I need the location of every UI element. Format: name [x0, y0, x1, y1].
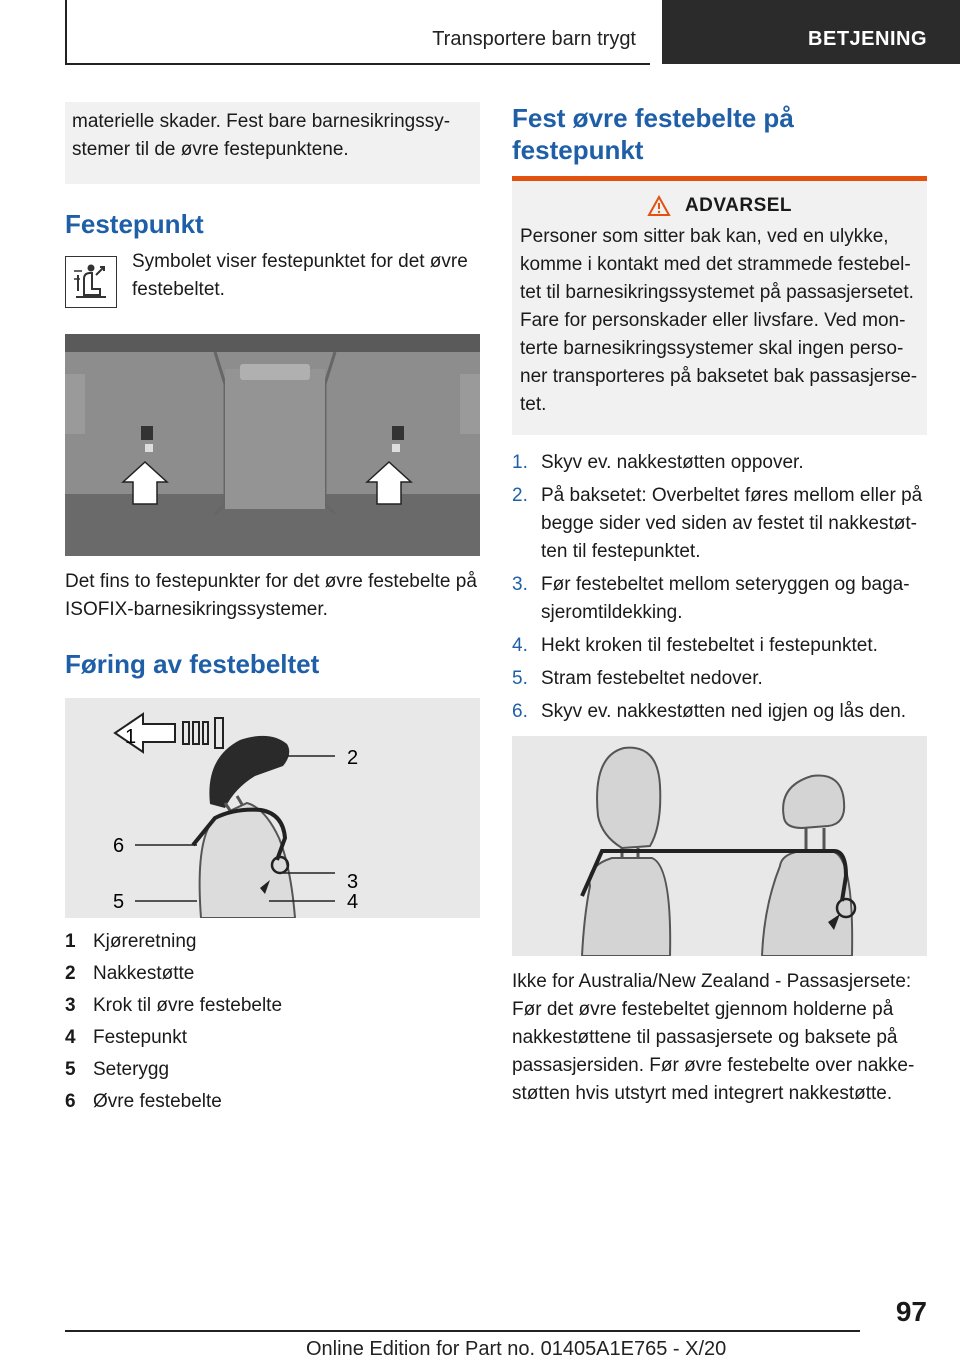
- left-column: [65, 102, 480, 1118]
- heading-foring: Føring av festebeltet: [65, 649, 320, 679]
- symbol-description: Symbolet viser festepunktet for det øvre festebeltet.: [132, 251, 468, 300]
- diagram-label-6: 6: [113, 835, 125, 857]
- header-rule-bottom: [65, 63, 650, 65]
- legend-list: [65, 926, 480, 1118]
- au-nz-paragraph: Ikke for Australia/New Zealand - Passasjersete: Før det øvre festebeltet gjennom holderne på nakkestøttene til passasjersete og baksete på passasjersiden. Før øvre festebelte over nakkestøtten hvis utstyrt med integrert nakkestøtte.: [512, 971, 915, 1104]
- warning-box: [512, 176, 927, 435]
- legend-item: 2 Nakkestøtte: [65, 963, 195, 984]
- trunk-photo: [65, 334, 480, 556]
- symbol-row: [65, 248, 480, 308]
- legend-item: 3 Krok til øvre festebelte: [65, 995, 283, 1016]
- routing-diagram: [65, 698, 480, 918]
- seats-belt-diagram: [512, 736, 927, 956]
- diagram-label-5: 5: [113, 891, 125, 913]
- heading-fest-ovre: Fest øvre festebelte på festepunkt: [512, 103, 794, 165]
- steps-list: [512, 449, 927, 726]
- step-item: 6. Skyv ev. nakkestøtten ned igjen og lås den.: [512, 701, 907, 722]
- edition-text: Online Edition for Part no. 01405A1E765 - X/20: [306, 1338, 727, 1360]
- right-column: [512, 102, 927, 1108]
- legend-item: 6 Øvre festebelte: [65, 1091, 222, 1112]
- warning-triangle-icon: [647, 195, 671, 217]
- header-rule-left: [65, 0, 67, 64]
- step-item: 2. På baksetet: Overbeltet føres mellom eller på begge sider ved siden av festet til nakkestøtten til festepunktet.: [512, 485, 923, 562]
- child-seat-anchor-icon: [65, 256, 117, 308]
- diagram-label-4: 4: [347, 891, 359, 913]
- section-title: Transportere barn trygt: [432, 28, 636, 50]
- page-number: 97: [895, 1296, 927, 1327]
- legend-item: 1 Kjøreretning: [65, 931, 197, 952]
- note-text: materielle skader. Fest bare barnesikringssystemer til de øvre festepunktene.: [72, 111, 451, 160]
- note-box: [65, 102, 480, 184]
- step-item: 3. Før festebeltet mellom seteryggen og bagasjeromtildekking.: [512, 574, 910, 623]
- step-item: 1. Skyv ev. nakkestøtten oppover.: [512, 452, 804, 473]
- step-item: 4. Hekt kroken til festebeltet i festepunktet.: [512, 635, 878, 656]
- warning-text: Personer som sitter bak kan, ved en ulykke, komme i kontakt med det strammede festebeltet til barnesikringssystemet på passasjersetet. Fare for personskader eller livsfare. Ved monterte barnesikringssystemer skal ingen personer transporteres på baksetet bak passasjersetet.: [520, 226, 918, 415]
- heading-festepunkt: Festepunkt: [65, 209, 204, 239]
- chapter-tab: [662, 0, 960, 64]
- legend-item: 4 Festepunkt: [65, 1027, 187, 1048]
- diagram-label-2: 2: [347, 747, 359, 769]
- isofix-paragraph: Det fins to festepunkter for det øvre festebelte på ISOFIX-barnesikringssystemer.: [65, 571, 477, 620]
- legend-item: 5 Seterygg: [65, 1059, 170, 1080]
- chapter-tab-label: BETJENING: [808, 28, 927, 50]
- diagram-label-1: 1: [125, 726, 137, 748]
- diagram-label-3: 3: [347, 871, 359, 893]
- step-item: 5. Stram festebeltet nedover.: [512, 668, 763, 689]
- warning-header: [520, 195, 919, 217]
- warning-title: ADVARSEL: [684, 195, 793, 216]
- footer-rule: [65, 1330, 860, 1332]
